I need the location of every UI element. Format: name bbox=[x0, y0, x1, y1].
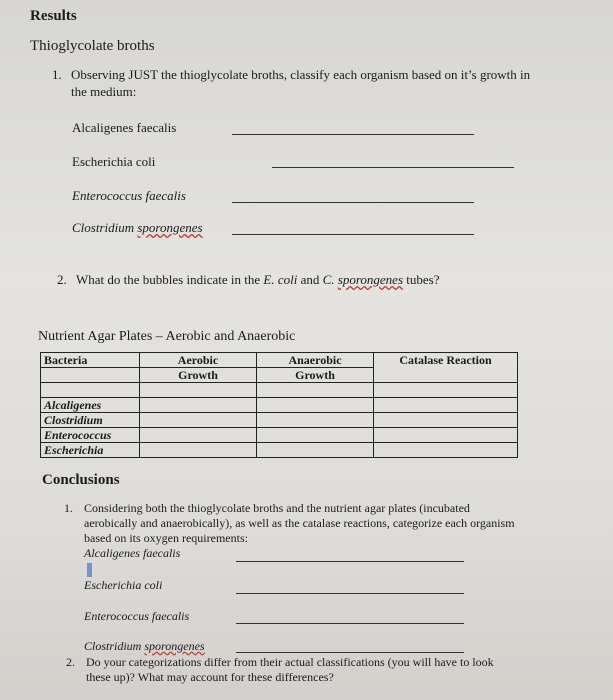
conc-q2-line2: these up)? What may account for these differences? bbox=[86, 670, 334, 684]
table-row bbox=[41, 428, 518, 443]
conc-organism-enterococcus: Enterococcus faecalis bbox=[84, 609, 190, 623]
cell-aerobic[interactable] bbox=[140, 413, 257, 428]
table-row bbox=[41, 398, 518, 413]
conc-organism-alcaligenes: Alcaligenes faecalis bbox=[84, 546, 181, 560]
thio-q2-text bbox=[76, 272, 439, 288]
thio-organism-clostridium bbox=[72, 220, 203, 236]
clostridium-genus: Clostridium bbox=[72, 220, 135, 235]
conc-clostridium-genus: Clostridium bbox=[84, 639, 142, 653]
row-label-escherichia: Escherichia bbox=[41, 443, 140, 458]
conc-organism-clostridium bbox=[84, 639, 205, 654]
header-bacteria: Bacteria bbox=[41, 353, 140, 368]
conc-q2-number: 2. bbox=[66, 655, 75, 669]
table-header-row bbox=[41, 353, 518, 368]
thio-q2-number: 2. bbox=[57, 272, 67, 287]
results-heading: Results bbox=[30, 8, 77, 24]
thio-q1-text-line1: Observing JUST the thioglycolate broths, classify each organism based on it’s growth in bbox=[71, 67, 531, 82]
thio-organism-enterococcus: Enterococcus faecalis bbox=[72, 188, 186, 203]
conc-line-enterococcus[interactable] bbox=[236, 623, 464, 624]
thio-organism-alcaligenes: Alcaligenes faecalis bbox=[72, 120, 177, 135]
conc-sporongenes-word: sporongenes bbox=[144, 639, 205, 653]
conc-q1-line1: Considering both the thioglycolate broths and the nutrient agar plates (incubated bbox=[84, 501, 470, 515]
conc-line-alcaligenes[interactable] bbox=[236, 561, 464, 562]
table-row bbox=[41, 443, 518, 458]
conc-line-clostridium[interactable] bbox=[236, 652, 464, 653]
q2-ecoli: E. coli bbox=[263, 272, 298, 287]
conc-q1-line2: aerobically and anaerobically), as well as the catalase reactions, categorize each organism bbox=[84, 516, 515, 530]
conc-line-ecoli[interactable] bbox=[236, 593, 464, 594]
cell-catalase[interactable] bbox=[374, 398, 518, 413]
text-cursor-icon bbox=[87, 563, 92, 577]
row-label-enterococcus: Enterococcus bbox=[41, 428, 140, 443]
cell-aerobic[interactable] bbox=[140, 443, 257, 458]
cell-anaerobic[interactable] bbox=[257, 428, 374, 443]
header-anaerobic-line1: Anaerobic bbox=[288, 353, 342, 367]
answer-line-ecoli[interactable] bbox=[272, 167, 514, 168]
nutrient-table bbox=[40, 352, 518, 458]
table-row bbox=[41, 413, 518, 428]
header-aerobic-growth: Growth bbox=[140, 368, 257, 383]
q2-csp: C. bbox=[322, 272, 335, 287]
conc-q1-line3: based on its oxygen requirements: bbox=[84, 531, 248, 545]
thio-q1-number: 1. bbox=[52, 67, 62, 82]
spacer-cell bbox=[374, 383, 518, 398]
header-bacteria-blank bbox=[41, 368, 140, 383]
cell-catalase[interactable] bbox=[374, 428, 518, 443]
cell-catalase[interactable] bbox=[374, 443, 518, 458]
cell-anaerobic[interactable] bbox=[257, 413, 374, 428]
answer-line-clostridium[interactable] bbox=[232, 234, 474, 235]
header-anaerobic bbox=[257, 353, 374, 368]
thio-q1-text-line2: the medium: bbox=[71, 84, 137, 99]
row-label-alcaligenes: Alcaligenes bbox=[41, 398, 140, 413]
spacer-cell bbox=[41, 383, 140, 398]
thioglycolate-heading: Thioglycolate broths bbox=[30, 38, 155, 54]
conc-q2-line1: Do your categorizations differ from their actual classifications (you will have to look bbox=[86, 655, 494, 669]
q2-pre: What do the bubbles indicate in the bbox=[76, 272, 264, 287]
answer-line-enterococcus[interactable] bbox=[232, 202, 474, 203]
header-aerobic bbox=[140, 353, 257, 368]
table-spacer-row bbox=[41, 383, 518, 398]
conclusions-heading: Conclusions bbox=[42, 472, 120, 488]
row-label-clostridium: Clostridium bbox=[41, 413, 140, 428]
thio-organism-ecoli: Escherichia coli bbox=[72, 154, 156, 169]
conc-organism-ecoli: Escherichia coli bbox=[84, 578, 163, 592]
nutrient-heading: Nutrient Agar Plates – Aerobic and Anaerobic bbox=[38, 329, 296, 344]
q2-sporongenes: sporongenes bbox=[337, 272, 404, 287]
cell-anaerobic[interactable] bbox=[257, 443, 374, 458]
q2-mid: and bbox=[297, 272, 323, 287]
cell-aerobic[interactable] bbox=[140, 428, 257, 443]
cell-anaerobic[interactable] bbox=[257, 398, 374, 413]
cell-aerobic[interactable] bbox=[140, 398, 257, 413]
conc-q1-number: 1. bbox=[64, 501, 73, 515]
cell-catalase[interactable] bbox=[374, 413, 518, 428]
q2-post: tubes? bbox=[403, 272, 440, 287]
header-aerobic-line1: Aerobic bbox=[177, 353, 219, 367]
answer-line-alcaligenes[interactable] bbox=[232, 134, 474, 135]
header-anaerobic-growth: Growth bbox=[257, 368, 374, 383]
spacer-cell bbox=[140, 383, 257, 398]
spacer-cell bbox=[257, 383, 374, 398]
header-catalase: Catalase Reaction bbox=[374, 353, 518, 383]
sporongenes-word: sporongenes bbox=[137, 220, 203, 235]
